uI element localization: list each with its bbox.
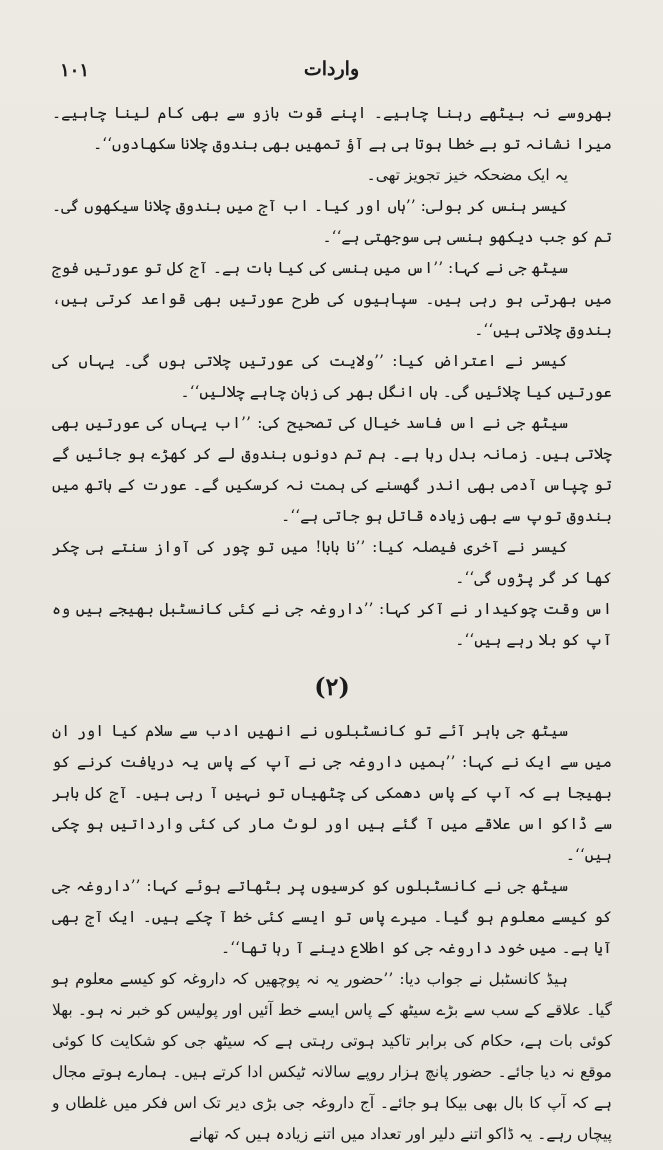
paragraph: ہیڈ کانسٹبل نے جواب دیا: ’’حضور یہ نہ پوچھیں کہ داروغہ کو کیسے معلوم ہو گیا۔ علاقے کے سب سے بڑے سیٹھ کے پاس ایسے خط آئیں اور پولیس کو خبر نہ ہو۔ بھلا کوئی بات ہے، حکام کی برابر تاکید ہوتی رہتی ہے کہ سیٹھ جی کو شکایت کا کوئی موقع نہ دیا جائے۔ حضور پانچ ہزار روپے سالانہ ٹیکس ادا کرتے ہیں۔ ہمارے ہوتے مجال ہے کہ آپ کا بال بھی بیکا ہو جائے۔ آج داروغہ جی بڑی دیر تک اس فکر میں غلطاں و پیچاں رہے۔ یہ ڈاکو اتنے دلیر اور تعداد میں اتنے زیادہ ہیں کہ تھانے	[52, 970, 612, 1143]
page-number: ۱۰۱	[60, 60, 90, 81]
section-number: (۲)	[314, 672, 350, 701]
paragraph: یہ ایک مضحکہ خیز تجویز تھی۔	[366, 166, 568, 184]
paragraph: سیٹھ جی نے اس فاسد خیال کی تصحیح کی: ’’اب یہاں کی عورتیں بھی چلاتی ہیں۔ زمانہ بدل رہا ہے۔ ہم تم دونوں بندوق لے کر کھڑے ہو جائیں گے تو چپاس آدمی بھی اندر گھسنے کی ہمت نہ کرسکیں گے۔ عورت کے ہاتھ میں بندوق توپ سے بھی زیادہ قاتل ہو جاتی ہے‘‘۔	[52, 414, 612, 525]
paragraph: سیٹھ جی نے کانسٹبلوں کو کرسیوں پر بٹھاتے ہوئے کہا: ’’داروغہ جی کو کیسے معلوم ہو گیا۔ میرے پاس تو ایسے کئی خط آ چکے ہیں۔ ایک آج بھی آیا ہے۔ میں خود داروغہ جی کو اطلاع دینے آ رہا تھا‘‘۔	[52, 877, 612, 957]
paragraph: سیٹھ جی باہر آئے تو کانسٹبلوں نے انھیں ادب سے سلام کیا اور ان میں سے ایک نے کہا: ’’ہمیں داروغہ جی نے آپ کے پاس یہ دریافت کرنے کو بھیجا ہے کہ آپ کے پاس دھمکی کی چٹھیاں تو نہیں آ رہی ہیں۔ آج کل باہر سے ڈاکو اس علاقے میں آ گئے ہیں اور لوٹ مار کی کئی وارداتیں ہو چکی ہیں‘‘۔	[52, 722, 612, 864]
page-body	[52, 98, 612, 1150]
paragraph: بھروسے نہ بیٹھے رہنا چاہیے۔ اپنے قوت بازو سے بھی کام لینا چاہیے۔ میرا نشانہ تو بے خطا ہوتا ہی ہے آؤ تمھیں بھی بندوق چلانا سکھادوں‘‘۔	[52, 104, 612, 153]
running-title: واردات	[303, 58, 360, 80]
paragraph: سیٹھ جی نے کہا: ’’اس میں ہنسی کی کیا بات ہے۔ آج کل تو عورتیں فوج میں بھرتی ہو رہی ہیں۔ سپاہیوں کی طرح عورتیں بھی قواعد کرتی ہیں، بندوق چلاتی ہیں‘‘۔	[52, 259, 612, 339]
paragraph: اس وقت چوکیدار نے آکر کہا: ’’داروغہ جی نے کئی کانسٹبل بھیجے ہیں وہ آپ کو بلا رہے ہیں‘‘۔	[52, 600, 612, 649]
paragraph: کیسر ہنس کر بولی: ’’ہاں اور کیا۔ اب آج میں بندوق چلانا سیکھوں گی۔ تم کو جب دیکھو ہنسی ہی سوجھتی ہے‘‘۔	[52, 197, 612, 246]
paragraph: کیسر نے آخری فیصلہ کیا: ’’نا بابا! میں تو چور کی آواز سنتے ہی چکر کھا کر گر پڑوں گی‘‘۔	[52, 538, 612, 587]
paragraph: کیسر نے اعتراض کیا: ’’ولایت کی عورتیں چلاتی ہوں گی۔ یہاں کی عورتیں کیا چلائیں گی۔ ہاں انگل بھر کی زبان چاہے چلالیں‘‘۔	[52, 352, 612, 401]
